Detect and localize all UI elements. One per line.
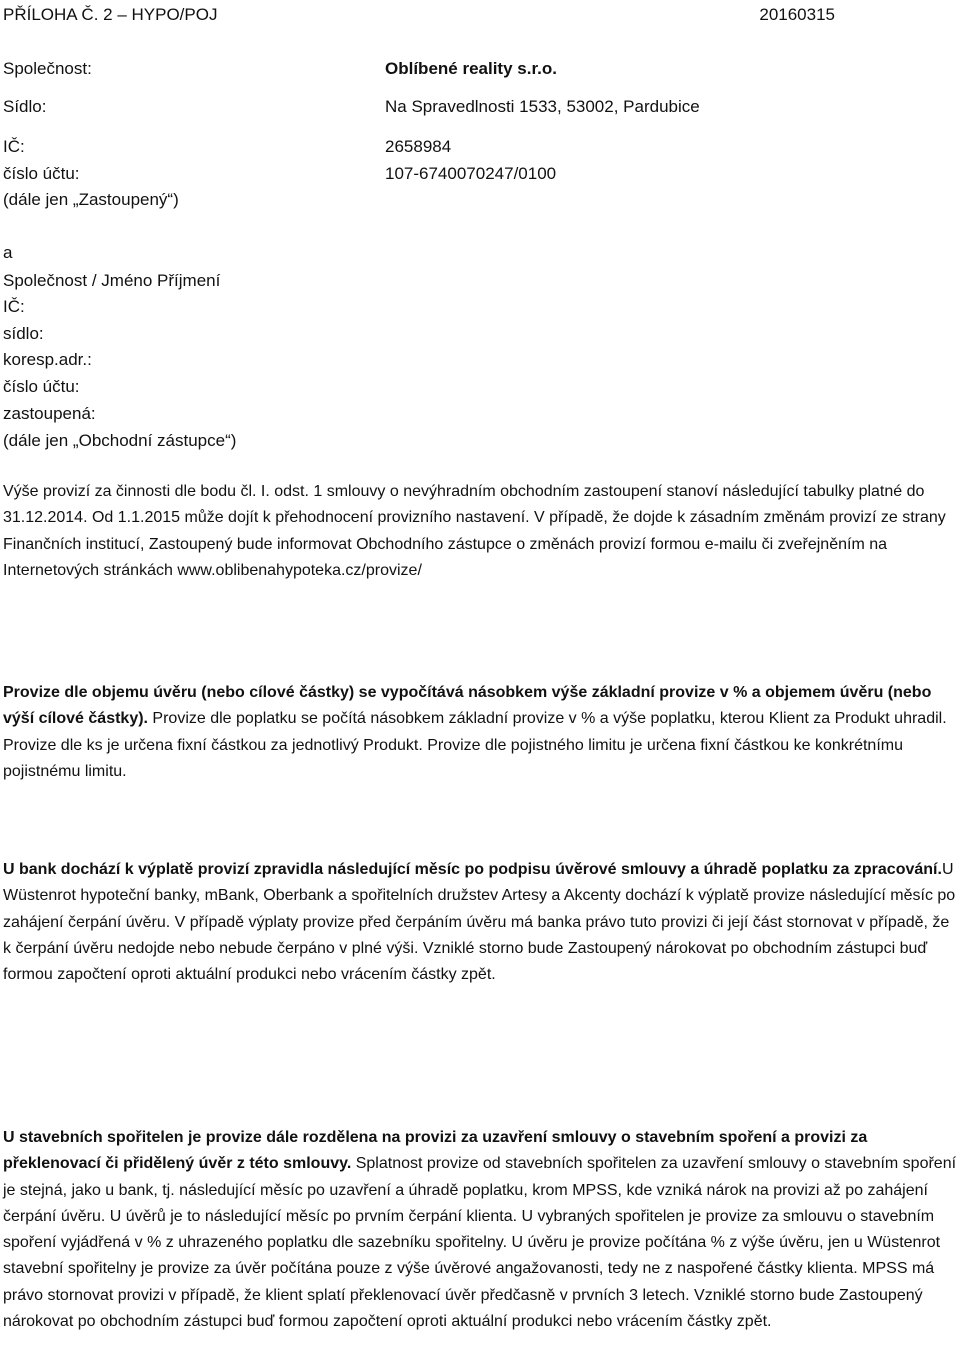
party1-account-value: 107-6740070247/0100 xyxy=(385,164,557,183)
document-title: PŘÍLOHA Č. 2 – HYPO/POJ xyxy=(3,5,218,24)
party1-alias: (dále jen „Zastoupený“) xyxy=(3,190,179,209)
party1-company-value: Oblíbené reality s.r.o. xyxy=(385,59,557,78)
party1-seat-value: Na Spravedlnosti 1533, 53002, Pardubice xyxy=(385,97,700,116)
party2-rep-label: zastoupená: xyxy=(3,404,96,423)
party1-company-label: Společnost: xyxy=(3,59,92,78)
party2-alias: (dále jen „Obchodní zástupce“) xyxy=(3,431,237,450)
commission-calc-paragraph xyxy=(3,680,958,785)
commission-calc-bold: Provize dle objemu úvěru (nebo cílové částky) se vypočítává násobkem výše základní provize v % a objemem úvěru (nebo výší cílové částky). xyxy=(3,684,932,728)
party1-ic-value: 2658984 xyxy=(385,137,452,156)
document-date: 20160315 xyxy=(759,5,835,24)
party2-company-label: Společnost / Jméno Příjmení xyxy=(3,271,221,290)
party1-seat-label: Sídlo: xyxy=(3,97,47,116)
party2-ic-label: IČ: xyxy=(3,297,25,316)
party2-seat-label: sídlo: xyxy=(3,324,44,343)
commission-intro-paragraph xyxy=(3,479,958,584)
commission-calc-text: Provize dle poplatku se počítá násobkem základní provize v % a výše poplatku, kterou Klient za Produkt uhradil. Provize dle ks je určena fixní částkou za jednotlivý Produkt. Provize dle pojistného limitu je určena fixní částkou ke konkrétnímu pojistnému limitu. xyxy=(3,710,947,780)
party2-corr-label: koresp.adr.: xyxy=(3,350,92,369)
party1-account-label: číslo účtu: xyxy=(3,164,80,183)
bank-payout-text: U Wüstenrot hypoteční banky, mBank, Oberbank a spořitelních družstev Artesy a Akcenty dochází k výplatě provize následující měsíc po zahájení čerpání úvěru. V případě výplaty provize před čerpáním úvěru má banka právo tuto provizi či její část stornovat v případě, že k čerpání úvěru nedojde nebo nebude čerpáno v plné výši. Vzniklé storno bude Zastoupený nárokovat po obchodním zástupci buď formou započtení oproti aktuální produkci nebo vrácením částky zpět. xyxy=(3,861,956,984)
building-savings-paragraph xyxy=(3,1125,958,1335)
bank-payout-bold: U bank dochází k výplatě provizí zpravidla následující měsíc po podpisu úvěrové smlouvy a úhradě poplatku za zpracování. xyxy=(3,861,942,878)
building-savings-bold: U stavebních spořitelen je provize dále rozdělena na provizi za uzavření smlouvy o stavebním spoření a provizi za překlenovací či přidělený úvěr z této smlouvy. xyxy=(3,1129,868,1173)
conjunction: a xyxy=(3,243,13,262)
party2-account-label: číslo účtu: xyxy=(3,377,80,396)
commission-intro-text: Výše provizí za činnosti dle bodu čl. I. odst. 1 smlouvy o nevýhradním obchodním zastoupení stanoví následující tabulky platné do 31.12.2014. Od 1.1.2015 může dojít k přehodnocení provizního nastavení. V případě, že dojde k zásadním změnám provizí ze strany Finančních institucí, Zastoupený bude informovat Obchodního zástupce o změnách provizí formou e-mailu či zveřejněním na Internetových stránkách www.oblibenahypoteka.cz/provize/ xyxy=(3,483,946,579)
building-savings-text: Splatnost provize od stavebních spořitelen za uzavření smlouvy o stavebním spoření je stejná, jako u bank, tj. následující měsíc po uzavření a úhradě poplatku, krom MPSS, kde vzniká nárok na provizi až po zahájení čerpání úvěru. U úvěrů je to následující měsíc po prvním čerpání klienta. U vybraných spořitelen je provize za smlouvu o stavebním spoření vyjádřená v % z uhrazeného poplatku dle sazebníku spořitelny. U úvěru je provize počítána % z výše úvěru, jen u Wüstenrot stavební spořitelny je provize za úvěr počítána pouze z výše úvěrové angažovanosti, tedy ne z naspořené částky klienta. MPSS má právo stornovat provizi v případě, že klient splatí překlenovací úvěr předčasně v prvních 3 letech. Vzniklé storno bude Zastoupený nárokovat po obchodním zástupci buď formou započtení oproti aktuální produkci nebo vrácením částky zpět. xyxy=(3,1155,957,1331)
bank-payout-paragraph xyxy=(3,857,958,988)
party1-ic-label: IČ: xyxy=(3,137,25,156)
